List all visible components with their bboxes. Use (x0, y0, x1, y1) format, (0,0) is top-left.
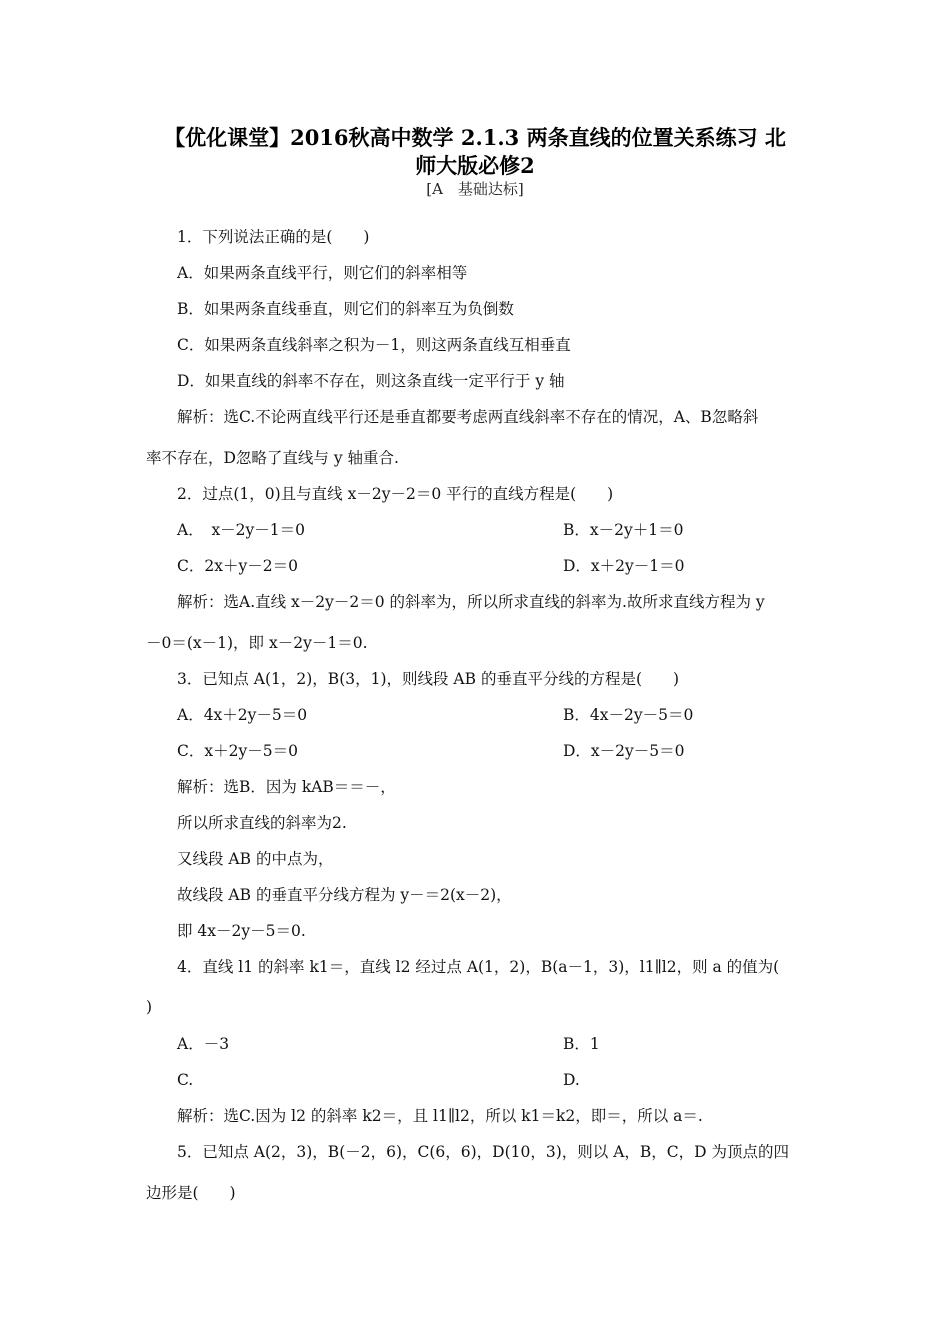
question-1-solution-line-2: 率不存在，D忽略了直线与 y 轴重合. (146, 449, 399, 467)
question-4-option-a: A．－3 (177, 1035, 230, 1053)
question-2-solution-line-2: －0＝(x－1)，即 x－2y－1＝0. (146, 634, 368, 652)
question-2-option-d: D．x＋2y－1＝0 (563, 557, 685, 575)
question-1-option-a: A．如果两条直线平行，则它们的斜率相等 (177, 264, 468, 282)
section-heading: [A 基础达标] (426, 180, 524, 198)
question-3-option-c: C．x＋2y－5＝0 (177, 742, 298, 760)
question-1-option-b: B．如果两条直线垂直，则它们的斜率互为负倒数 (177, 300, 514, 318)
question-2-option-b: B．x－2y＋1＝0 (563, 521, 684, 539)
question-3-solution-line-1: 解析：选B．因为 kAB＝＝－， (177, 778, 396, 796)
question-5-stem-line-2: 边形是( ) (146, 1184, 236, 1202)
question-1-solution-line-1: 解析：选C.不论两直线平行还是垂直都要考虑两直线斜率不存在的情况，A、B忽略斜 (177, 408, 759, 426)
question-5-stem-line-1: 5．已知点 A(2，3)，B(－2，6)，C(6，6)，D(10，3)，则以 A，B，C，D 为顶点的四 (177, 1143, 790, 1161)
document-title-line-2: 师大版必修2 (415, 153, 535, 178)
question-3-option-d: D．x－2y－5＝0 (563, 742, 685, 760)
question-3-option-b: B．4x－2y－5＝0 (563, 706, 694, 724)
question-1-option-d: D．如果直线的斜率不存在，则这条直线一定平行于 y 轴 (177, 372, 565, 390)
question-4-option-b: B．1 (563, 1035, 600, 1053)
question-4-option-d: D. (563, 1071, 580, 1089)
question-4-stem-line-2: ) (146, 998, 153, 1016)
question-1-option-c: C．如果两条直线斜率之积为－1，则这两条直线互相垂直 (177, 336, 571, 354)
question-3-stem: 3．已知点 A(1，2)，B(3，1)，则线段 AB 的垂直平分线的方程是( ) (177, 670, 680, 688)
question-1-stem: 1．下列说法正确的是( ) (177, 228, 370, 246)
question-4-option-c: C. (177, 1071, 194, 1089)
question-4-solution-line-1: 解析：选C.因为 l2 的斜率 k2＝，且 l1∥l2，所以 k1＝k2，即＝，所以 a＝. (177, 1107, 703, 1125)
question-4-stem-line-1: 4．直线 l1 的斜率 k1＝，直线 l2 经过点 A(1，2)，B(a－1，3)，l1∥l2，则 a 的值为( (177, 958, 780, 976)
question-2-option-c: C．2x＋y－2＝0 (177, 557, 298, 575)
question-2-solution-line-1: 解析：选A.直线 x－2y－2＝0 的斜率为，所以所求直线的斜率为.故所求直线方程为 y (177, 593, 765, 611)
question-2-option-a: A． x－2y－1＝0 (177, 521, 306, 539)
question-3-solution-line-4: 故线段 AB 的垂直平分线方程为 y－＝2(x－2)， (177, 886, 512, 904)
document-title-line-1: 【优化课堂】2016秋高中数学 2.1.3 两条直线的位置关系练习 北 (164, 125, 786, 150)
question-3-solution-line-2: 所以所求直线的斜率为2. (177, 814, 347, 832)
question-3-solution-line-5: 即 4x－2y－5＝0. (177, 922, 306, 940)
question-2-stem: 2．过点(1，0)且与直线 x－2y－2＝0 平行的直线方程是( ) (177, 485, 614, 503)
question-3-option-a: A．4x＋2y－5＝0 (177, 706, 308, 724)
question-3-solution-line-3: 又线段 AB 的中点为， (177, 850, 334, 868)
